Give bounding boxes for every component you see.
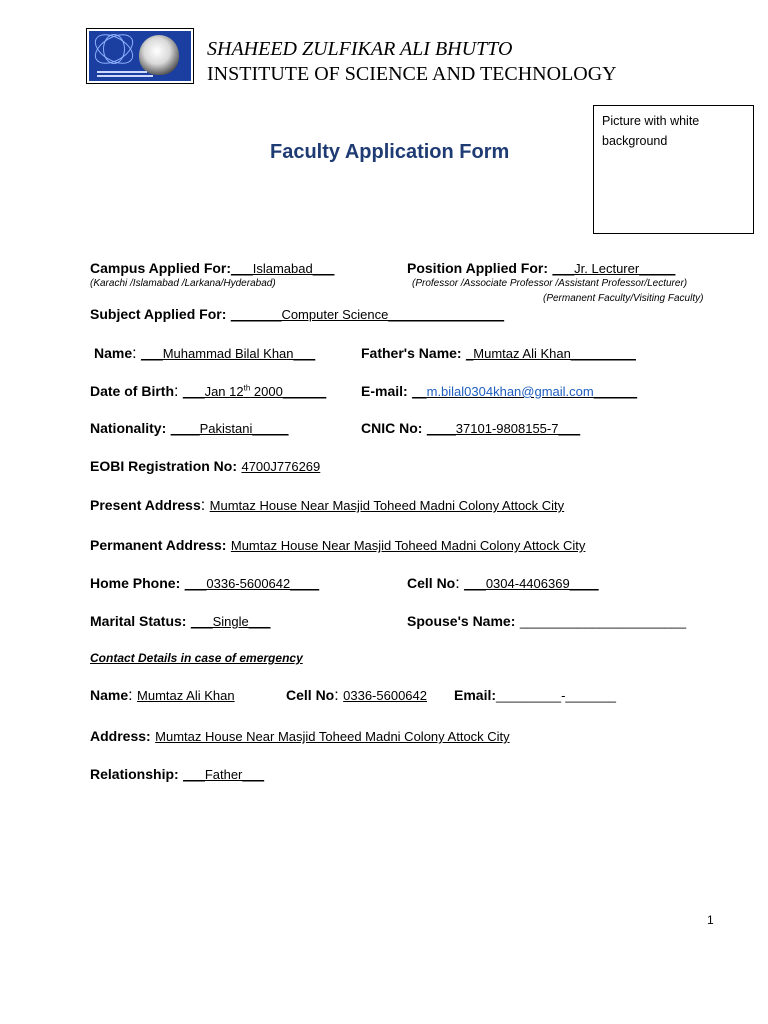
cnic-label: CNIC No: (361, 420, 423, 436)
form-title: Faculty Application Form (270, 141, 510, 163)
marital-status-value[interactable]: ___Single___ (190, 614, 271, 629)
dob-value-day: ___Jan 12 (182, 384, 244, 399)
campus-label: Campus Applied For: (90, 260, 232, 276)
position-options-note: (Professor /Associate Professor /Assistant Professor/Lecturer) (412, 278, 688, 289)
position-label: Position Applied For: (407, 260, 549, 276)
email-underline-pre: __ (412, 384, 427, 399)
dob-ordinal-suffix: th (243, 383, 251, 393)
present-address-value[interactable]: Mumtaz House Near Masjid Toheed Madni Colony Attock City (209, 498, 565, 513)
position-field (407, 260, 675, 278)
emergency-email-label: Email: (454, 687, 497, 703)
dob-label: Date of Birth (90, 383, 174, 399)
name-value[interactable]: ___Muhammad Bilal Khan___ (141, 346, 316, 361)
emergency-name-label: Name (90, 687, 129, 703)
page-number: 1 (707, 913, 714, 927)
atom-orbit-icon (103, 34, 125, 64)
emergency-email-field (454, 687, 616, 705)
home-phone-label: Home Phone: (90, 575, 181, 591)
nationality-field (90, 420, 289, 438)
email-underline-post: ______ (593, 384, 638, 399)
email-field (361, 383, 637, 401)
emergency-name-value[interactable]: Mumtaz Ali Khan (137, 688, 235, 703)
fathers-name-label: Father's Name: (361, 345, 462, 361)
fathers-name-field (361, 345, 636, 363)
emergency-relationship-field (90, 766, 264, 784)
campus-options-note: (Karachi /Islamabad /Larkana/Hyderabad) (90, 278, 276, 289)
nationality-label: Nationality: (90, 420, 167, 436)
spouse-name-label: Spouse's Name: (407, 613, 516, 629)
logo-caption (97, 75, 153, 77)
cell-no-value[interactable]: ___0304-4406369____ (464, 576, 599, 591)
emergency-address-field (90, 728, 510, 746)
subject-field (90, 306, 504, 324)
cell-no-field: Cell No: ___0304-4406369____ (407, 575, 599, 592)
emergency-address-value[interactable]: Mumtaz House Near Masjid Toheed Madni Colony Attock City (155, 729, 510, 744)
emergency-relationship-value[interactable]: ___Father___ (183, 767, 265, 782)
photo-placeholder-box[interactable] (593, 105, 754, 234)
marital-status-label: Marital Status: (90, 613, 187, 629)
institute-name-line1: SHAHEED ZULFIKAR ALI BHUTTO (207, 38, 513, 60)
name-label: Name (94, 345, 133, 361)
cnic-value[interactable]: ____37101-9808155-7___ (426, 421, 581, 436)
permanent-address-field (90, 537, 585, 555)
present-address-label: Present Address (90, 497, 201, 513)
campus-field (90, 260, 334, 278)
emergency-section-title: Contact Details in case of emergency (90, 651, 303, 665)
present-address-field: Present Address: Mumtaz House Near Masjid Toheed Madni Colony Attock City (90, 497, 565, 514)
emergency-relationship-label: Relationship: (90, 766, 179, 782)
emergency-cell-label: Cell No (286, 687, 335, 703)
emergency-email-value[interactable]: _________-_______ (496, 688, 617, 703)
eobi-value[interactable]: 4700J776269 (241, 459, 321, 474)
emergency-cell-value[interactable]: 0336-5600642 (343, 688, 427, 703)
email-label: E-mail: (361, 383, 408, 399)
logo-emblem (89, 31, 191, 81)
subject-label: Subject Applied For: (90, 306, 227, 322)
home-phone-field (90, 575, 319, 593)
institute-logo (86, 28, 194, 84)
portrait-icon (139, 35, 179, 75)
spouse-name-field (407, 613, 686, 631)
emergency-name-field: Name: Mumtaz Ali Khan (90, 687, 235, 704)
eobi-label: EOBI Registration No: (90, 458, 238, 474)
campus-value[interactable]: ___Islamabad___ (231, 261, 335, 276)
emergency-address-label: Address: (90, 728, 151, 744)
eobi-field (90, 458, 320, 476)
email-link[interactable]: m.bilal0304khan@gmail.com (426, 384, 594, 399)
nationality-value[interactable]: ____Pakistani_____ (170, 421, 289, 436)
fathers-name-value[interactable]: _Mumtaz Ali Khan_________ (466, 346, 636, 361)
institute-name-line2: INSTITUTE OF SCIENCE AND TECHNOLOGY (207, 63, 617, 85)
position-value[interactable]: ___Jr. Lecturer_____ (552, 261, 676, 276)
permanent-address-value[interactable]: Mumtaz House Near Masjid Toheed Madni Colony Attock City (230, 538, 586, 553)
email-value[interactable] (412, 384, 637, 399)
marital-status-field (90, 613, 270, 631)
spouse-name-value[interactable]: _______________________ (519, 614, 687, 629)
name-field: Name: ___Muhammad Bilal Khan___ (94, 345, 316, 362)
cnic-field (361, 420, 580, 438)
logo-caption (97, 71, 147, 73)
dob-value-year: 2000______ (250, 384, 327, 399)
emergency-cell-field: Cell No: 0336-5600642 (286, 687, 427, 704)
faculty-type-note: (Permanent Faculty/Visiting Faculty) (543, 293, 704, 304)
home-phone-value[interactable]: ___0336-5600642____ (184, 576, 320, 591)
dob-field: Date of Birth: ___Jan 12th 2000______ (90, 383, 327, 400)
permanent-address-label: Permanent Address: (90, 537, 227, 553)
cell-no-label: Cell No (407, 575, 456, 591)
photo-placeholder-text: Picture with white background (602, 114, 700, 148)
subject-value[interactable]: _______Computer Science________________ (230, 307, 505, 322)
dob-value[interactable] (183, 384, 326, 399)
